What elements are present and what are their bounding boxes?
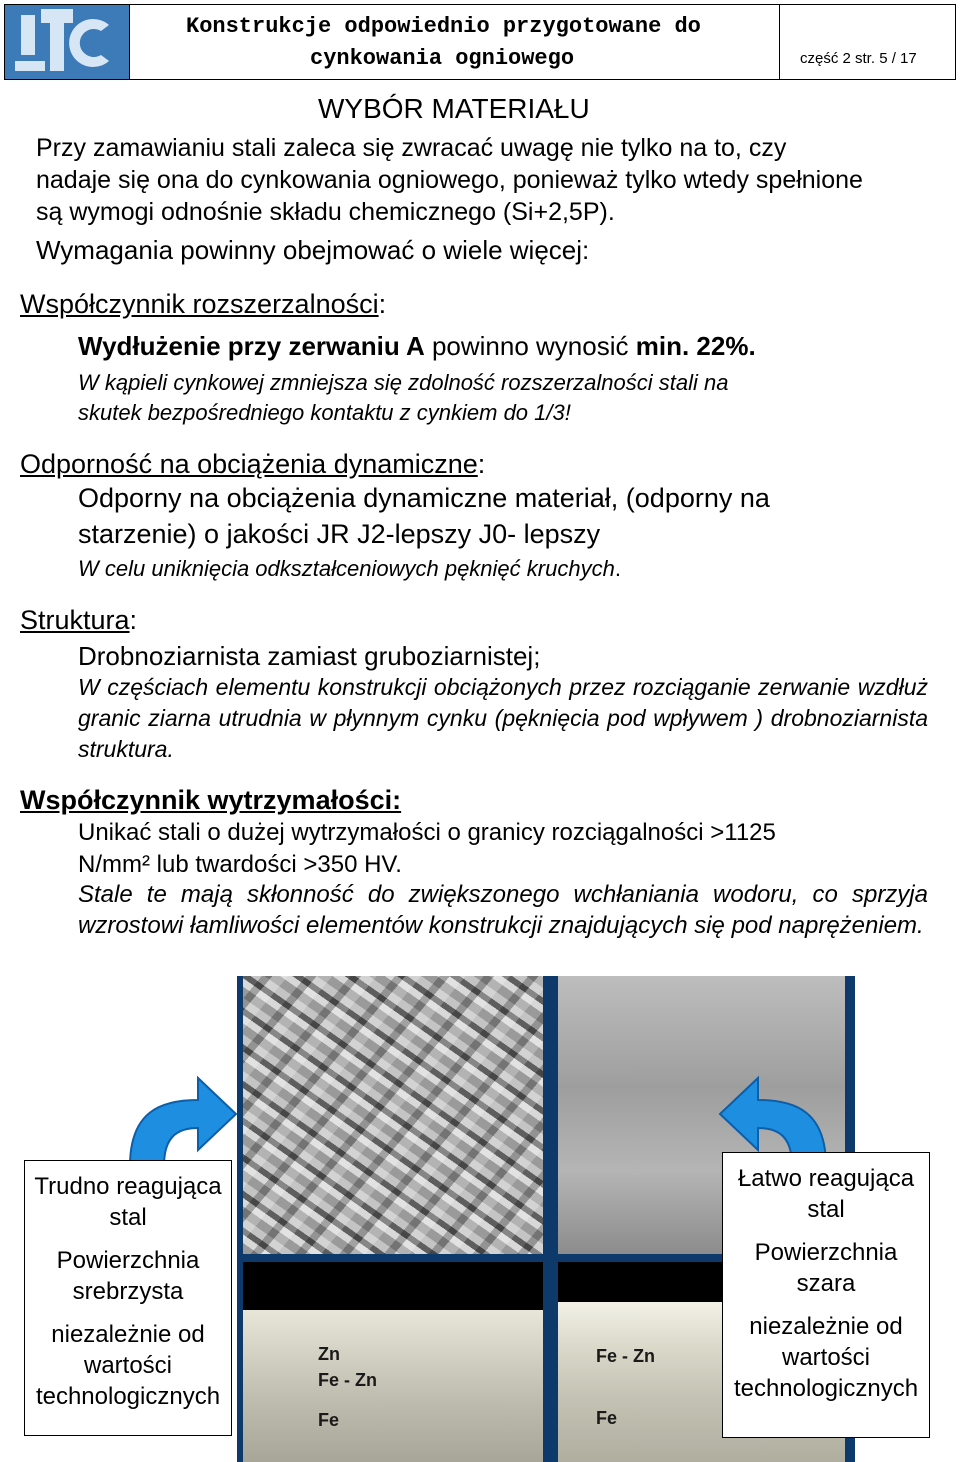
intro-line-4: Wymagania powinny obejmować o wiele więcej:: [36, 235, 590, 265]
dynamic-line2: starzenie) o jakości JR J2-lepszy J0- lepszy: [78, 519, 601, 549]
strength-line2: N/mm² lub twardości >350 HV.: [78, 851, 402, 878]
structure-note: W częściach elementu konstrukcji obciążonych przez rozciąganie zerwanie wzdłuż granic ziarna utrudnia w płynnym cynku (pęknięcia pod wpływem ) drobnoziarnista struktura.: [78, 674, 928, 762]
strength-line1: Unikać stali o dużej wytrzymałości o granicy rozciągalności >1125: [78, 819, 776, 846]
main-title: WYBÓR MATERIAŁU: [318, 93, 590, 124]
page-header: [0, 0, 960, 84]
expansion-note-line2: skutek bezpośredniego kontaktu z cynkiem do 1/3!: [78, 400, 571, 425]
caption-box-right: [722, 1152, 930, 1438]
dynamic-line1: Odporny na obciążenia dynamiczne materiał, (odporny na: [78, 483, 770, 513]
section-title-strength: Współczynnik wytrzymałości:: [20, 785, 402, 815]
micro-left-label-zn: Zn: [318, 1344, 340, 1364]
document-title-line1: Konstrukcje odpowiednio przygotowane do: [186, 14, 701, 39]
spangle-surface-texture: [243, 976, 543, 1254]
caption-right-steel: Łatwo reagująca stal: [737, 1165, 915, 1223]
caption-right-surface: Powierzchnia szara: [754, 1239, 898, 1297]
header-page-cell: [780, 4, 956, 80]
section-title-dynamic: Odporność na obciążenia dynamiczne:: [20, 449, 486, 479]
intro-line-3: są wymogi odnośnie składu chemicznego (Si+2,5P).: [36, 198, 615, 226]
micro-left-label-fe: Fe: [318, 1410, 340, 1430]
caption-left-note: niezależnie od wartości technologicznych: [35, 1321, 221, 1410]
expansion-note-line1: W kąpieli cynkowej zmniejsza się zdolność rozszerzalności stali na: [78, 370, 729, 395]
dynamic-note: W celu uniknięcia odkształceniowych pęknięć kruchych.: [78, 556, 621, 581]
caption-box-left: [24, 1160, 232, 1436]
caption-left-steel: Trudno reagująca stal: [34, 1173, 222, 1231]
page-reference: część 2 str. 5 / 17: [800, 50, 917, 67]
logo-icon: [5, 5, 129, 79]
section-title-expansion: Współczynnik rozszerzalności:: [20, 289, 387, 319]
document-title-line2: cynkowania ogniowego: [310, 46, 575, 71]
micro-right-label-fe: Fe: [596, 1408, 618, 1428]
strength-note: Stale te mają skłonność do zwiększonego wchłaniania wodoru, co sprzyja wzrostowi łamliwości elementów konstrukcji znajdujących się pod naprężeniem.: [78, 881, 928, 939]
section-title-structure: Struktura:: [20, 605, 138, 635]
micrograph-left-layers: [243, 1310, 543, 1462]
caption-left-surface: Powierzchnia srebrzysta: [56, 1247, 200, 1305]
micro-left-label-fezn: Fe - Zn: [318, 1370, 377, 1390]
intro-line-2: nadaje się ona do cynkowania ogniowego, ponieważ tylko wtedy spełnione: [36, 166, 863, 194]
expansion-requirement: Wydłużenie przy zerwaniu A powinno wynosić min. 22%.: [78, 331, 756, 361]
micro-right-label-fezn: Fe - Zn: [596, 1346, 655, 1366]
curved-arrow-icon: [120, 1072, 240, 1168]
caption-right-note: niezależnie od wartości technologicznych: [733, 1313, 919, 1402]
company-logo: [4, 4, 130, 80]
structure-line1: Drobnoziarnista zamiast gruboziarnistej;: [78, 641, 541, 671]
intro-line-1: Przy zamawianiu stali zaleca się zwracać uwagę nie tylko na to, czy: [36, 134, 787, 162]
